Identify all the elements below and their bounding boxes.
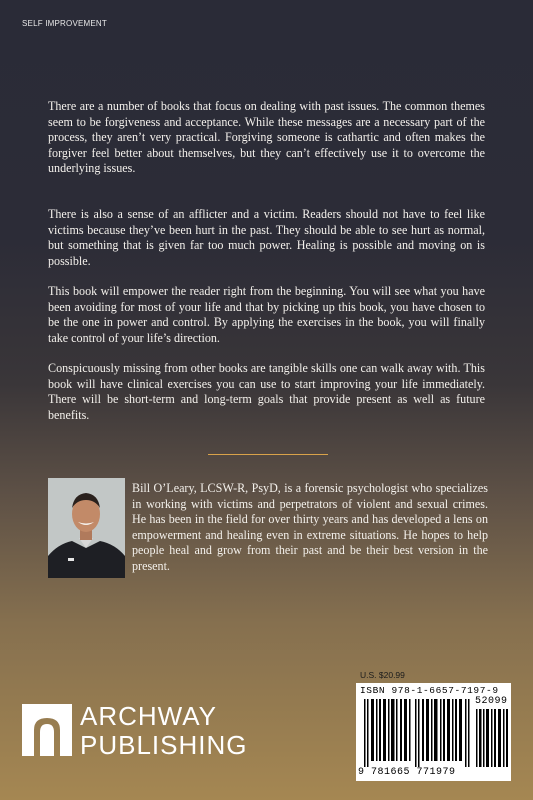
- ean-number: 9 781665 771979: [358, 767, 456, 778]
- blurb-paragraph-1: There are a number of books that focus on dealing with past issues. The common themes seem to be forgiveness and acceptance. While these messages are a necessary part of the process, they aren’t very practical. Forgiving someone is cathartic and often makes the forgiver feel better about themselves, but they can’t effectively use it to overcome the underlying issues.: [48, 99, 485, 176]
- category-label: SELF IMPROVEMENT: [22, 19, 107, 28]
- publisher-logo-icon: [22, 704, 72, 756]
- barcode-bars: [364, 699, 472, 767]
- price-addon-number: 52099: [475, 696, 508, 707]
- author-photo: [48, 478, 125, 578]
- blurb-paragraph-3: This book will empower the reader right from the beginning. You will see what you have been avoiding for most of your life and that by picking up this book, you have chosen to be the one in power and control. By applying the exercises in the book, you will finally take control of your life’s direction.: [48, 284, 485, 345]
- addon-barcode-bars: [476, 709, 508, 767]
- isbn-barcode: [356, 683, 511, 781]
- publisher-name-line-1: ARCHWAY: [80, 701, 217, 731]
- isbn-text: ISBN 978-1-6657-7197-9: [360, 685, 499, 696]
- blurb-paragraph-4: Conspicuously missing from other books are tangible skills one can walk away with. This book will have clinical exercises you can use to start improving your life immediately. There will be short-term and long-term goals that provide present as well as future benefits.: [48, 361, 485, 422]
- blurb-paragraph-2: There is also a sense of an afflicter and a victim. Readers should not have to feel like victims because they’ve been hurt in the past. They should be able to see hurt as normal, but something that is given far too much power. Healing is possible and moving on is possible.: [48, 207, 485, 268]
- section-divider: [208, 454, 328, 455]
- price-label: U.S. $20.99: [360, 670, 405, 680]
- author-bio: Bill O’Leary, LCSW-R, PsyD, is a forensic psychologist who specializes in working with victims and perpetrators of violent and sexual crimes. He has been in the field for over thirty years and has developed a lens on empowerment and healing even in extreme situations. He hopes to help people heal and grow from their past and be their best version in the present.: [132, 481, 488, 573]
- publisher-name-line-2: PUBLISHING: [80, 730, 248, 760]
